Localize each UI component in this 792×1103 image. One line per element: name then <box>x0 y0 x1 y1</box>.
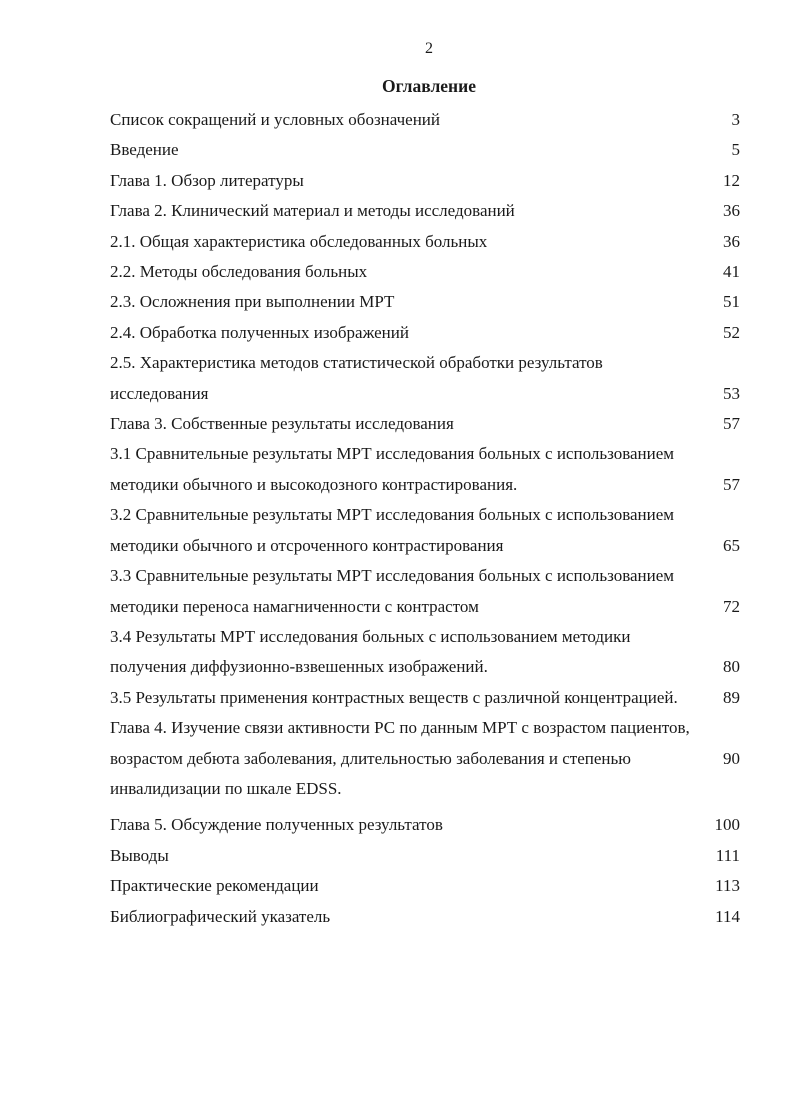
table-of-contents <box>110 105 740 932</box>
toc-entry-page: 65 <box>723 535 740 555</box>
toc-entry-page: 5 <box>731 140 740 160</box>
toc-entry-page: 113 <box>715 876 740 896</box>
toc-entry-3-2 <box>110 500 740 561</box>
toc-entry-page: 89 <box>723 687 740 707</box>
toc-entry-text: 2.5. Характеристика методов статистической обработки результатов исследования <box>110 353 603 403</box>
toc-entry-page: 57 <box>723 474 740 494</box>
toc-entry-text: 3.2 Сравнительные результаты МРТ исследования больных с использованием методики обычного и отсроченного контрастирования <box>110 505 675 555</box>
toc-entry-text: 2.3. Осложнения при выполнении МРТ <box>110 292 395 312</box>
toc-entry-page: 111 <box>715 845 740 865</box>
toc-entry-page: 3 <box>731 110 740 129</box>
toc-entry-text: Выводы <box>110 845 169 865</box>
toc-entry-page: 51 <box>723 292 740 312</box>
toc-entry-chapter-1 <box>110 166 740 196</box>
toc-title: Оглавление <box>382 76 476 96</box>
toc-entry-text: Глава 2. Клинический материал и методы исследований <box>110 201 515 221</box>
toc-entry-text: 3.1 Сравнительные результаты МРТ исследования больных с использованием методики обычного и высокодозного контрастирования. <box>110 444 675 494</box>
toc-entry-3-3 <box>110 561 740 622</box>
toc-entry-bibliography <box>110 902 740 932</box>
toc-entry-text: 3.5 Результаты применения контрастных веществ с различной концентрацией. <box>110 687 678 707</box>
toc-entry-text: Практические рекомендации <box>110 876 319 896</box>
toc-entry-page: 53 <box>723 383 740 403</box>
toc-entry-page: 41 <box>723 262 740 282</box>
toc-entry-chapter-3 <box>110 409 740 439</box>
toc-entry-page: 12 <box>723 170 740 190</box>
toc-entry-page: 80 <box>723 657 740 677</box>
toc-entry-page: 90 <box>723 748 740 768</box>
toc-entry-2-5 <box>110 348 740 409</box>
toc-entry-text: Глава 1. Обзор литературы <box>110 170 304 190</box>
toc-entry-text: Глава 3. Собственные результаты исследования <box>110 414 454 434</box>
toc-entry-text: Глава 5. Обсуждение полученных результатов <box>110 815 443 835</box>
toc-entry-2-3 <box>110 287 740 317</box>
toc-entry-text: 3.4 Результаты МРТ исследования больных с использованием методики получения диффузионно-взвешенных изображений. <box>110 626 631 677</box>
toc-entry-page: 72 <box>723 596 740 616</box>
toc-entry-text: Библиографический указатель <box>110 906 331 926</box>
toc-entry-chapter-5 <box>110 810 740 840</box>
toc-entry-2-1 <box>110 227 740 257</box>
toc-entry-text: Введение <box>110 140 179 160</box>
toc-entry-page: 114 <box>715 906 740 926</box>
toc-entry-recommendations <box>110 871 740 901</box>
toc-entry-chapter-2 <box>110 196 740 226</box>
toc-entry-3-4 <box>110 622 740 683</box>
toc-entry-text: 2.1. Общая характеристика обследованных больных <box>110 231 488 251</box>
toc-entry-page: 57 <box>723 414 740 434</box>
page-number: 2 <box>425 40 433 57</box>
toc-entry-3-5 <box>110 683 740 713</box>
toc-entry-chapter-4 <box>110 713 740 804</box>
toc-entry-conclusions <box>110 841 740 871</box>
toc-entry-text: Глава 4. Изучение связи активности РС по данным МРТ с возрастом пациентов, возрастом дебюта заболевания, длительностью заболевания и степенью инвалидизации по шкале EDSS. <box>110 718 690 798</box>
toc-entry-text: 2.2. Методы обследования больных <box>110 262 368 282</box>
toc-entry-page: 36 <box>723 201 740 221</box>
toc-entry-introduction <box>110 135 740 165</box>
toc-entry-text: 2.4. Обработка полученных изображений <box>110 322 409 342</box>
toc-entry-2-2 <box>110 257 740 287</box>
toc-entry-abbreviations <box>110 105 740 135</box>
toc-entry-3-1 <box>110 439 740 500</box>
toc-entry-page: 52 <box>723 322 740 342</box>
toc-entry-page: 36 <box>723 231 740 251</box>
toc-entry-text: 3.3 Сравнительные результаты МРТ исследования больных с использованием методики переноса намагниченности с контрастом <box>110 566 675 616</box>
toc-entry-text: Список сокращений и условных обозначений <box>110 110 441 129</box>
toc-entry-page: 100 <box>714 815 740 835</box>
toc-entry-2-4 <box>110 318 740 348</box>
